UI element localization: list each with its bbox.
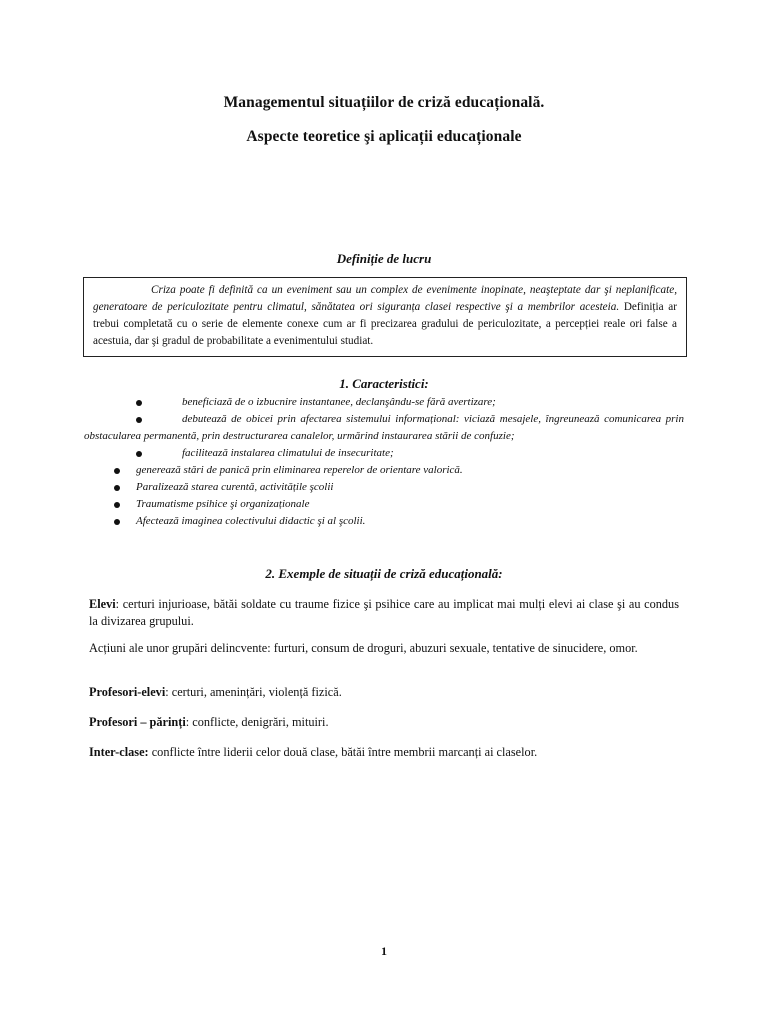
example-text: Acțiuni ale unor grupări delincvente: furturi, consum de droguri, abuzuri sexuale, tentative de sinucidere, omor. [89,641,638,655]
characteristics-heading: 1. Caracteristici: [339,376,429,391]
list-item [84,445,684,462]
definition-box [83,277,687,357]
characteristics-list [84,394,684,530]
example-label: Profesori – părinți [89,715,186,729]
list-item [84,479,684,496]
example-paragraph-profesori-elevi [89,684,679,701]
list-item [84,496,684,513]
example-paragraph-inter-clase [89,744,679,761]
example-text: : certuri, amenințări, violență fizică. [165,685,342,699]
list-item [84,411,684,445]
list-item-text: facilitează instalarea climatului de insecuritate; [182,447,394,459]
bullet-icon [114,519,120,525]
definition-normal-text: Definiția ar trebui completată cu o serie de elemente conexe cum ar fi precizarea gradului de periculozitate, a percepției reale ori false a acestuia, dar şi gradul de probabilitate a evenimentului studiat. [93,301,677,347]
example-label: Inter-clase: [89,745,149,759]
bullet-icon [114,485,120,491]
bullet-icon [136,451,142,457]
list-item [84,394,684,411]
list-item-text: Afectează imaginea colectivului didactic şi al şcolii. [136,515,366,527]
document-title-line2: Aspecte teoretice şi aplicații educaționale [246,128,522,145]
bullet-icon [136,400,142,406]
bullet-icon [114,468,120,474]
example-paragraph-profesori-parinti [89,714,679,731]
bullet-icon [136,417,142,423]
definition-italic-text: Criza poate fi definită ca un eveniment sau un complex de evenimente inopinate, neaşteptate dar şi neplanificate, generatoare de periculozitate pentru climatul, sănătatea ori siguranța clasei respective şi a membrilor acesteia. [93,284,677,313]
list-item-text: beneficiază de o izbucnire instantanee, declanşându-se fără avertizare; [182,396,496,408]
list-item-text: Traumatisme psihice şi organizaționale [136,498,310,510]
list-item [84,513,684,530]
examples-heading: 2. Exemple de situații de criză educațională: [265,566,503,581]
list-item [84,462,684,479]
example-label: Elevi [89,597,116,611]
definition-heading: Definiție de lucru [336,251,432,266]
list-item-text: debutează de obicei prin afectarea sistemului informațional: viciază mesajele, îngreunează comunicarea prin obstacularea permanentă, prin destructurarea canalelor, urmărind instaurarea stării de confuzie; [84,413,684,442]
bullet-icon [114,502,120,508]
document-title-line1: Managementul situațiilor de criză educațională. [223,94,545,111]
list-item-text: Paralizează starea curentă, activitățile şcolii [136,481,334,493]
list-item-text: generează stări de panică prin eliminarea reperelor de orientare valorică. [136,464,463,476]
example-label: Profesori-elevi [89,685,166,699]
example-text: conflicte între liderii celor două clase, bătăi între membrii marcanți ai claselor. [148,745,538,759]
example-paragraph-elevi [89,596,679,630]
page-number: 1 [381,944,387,958]
example-text: : certuri injurioase, bătăi soldate cu traume fizice şi psihice care au implicat mai mulți elevi ai clase şi au condus la divizarea grupului. [89,597,679,628]
example-paragraph-grupari [89,640,679,657]
example-text: : conflicte, denigrări, mituiri. [185,715,329,729]
